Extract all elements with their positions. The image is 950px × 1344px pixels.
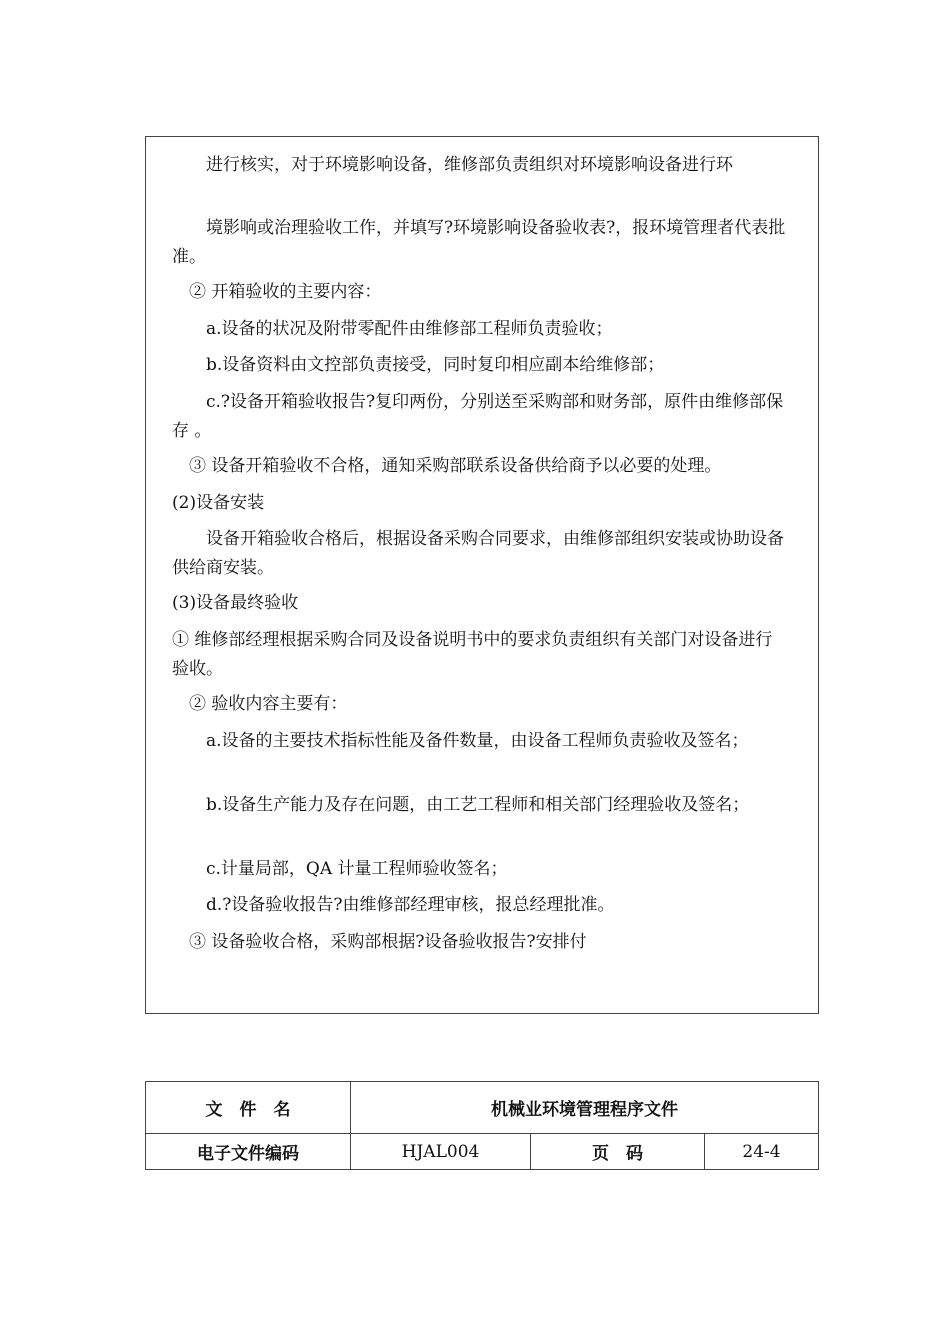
file-name-row <box>146 1082 819 1134</box>
paragraph: ② 开箱验收的主要内容： <box>172 282 382 302</box>
footer-table <box>145 1081 819 1170</box>
paragraph: ① 维修部经理根据采购合同及设备说明书中的要求负责组织有关部门对设备进行验收。 <box>172 630 773 679</box>
paragraph: b.设备生产能力及存在问题，由工艺工程师和相关部门经理验收及签名； <box>172 795 750 815</box>
paragraph: c.?设备开箱验收报告?复印两份，分别送至采购部和财务部，原件由维修部保存 。 <box>172 392 784 441</box>
file-name-label: 文 件 名 <box>146 1082 351 1134</box>
paragraph: a.设备的主要技术指标性能及备件数量，由设备工程师负责验收及签名； <box>172 731 749 751</box>
paragraph: a.设备的状况及附带零配件由维修部工程师负责验收； <box>172 319 613 339</box>
paragraph: c.计量局部，QA 计量工程师验收签名； <box>172 859 508 879</box>
paragraph: b.设备资料由文控部负责接受，同时复印相应副本给维修部； <box>172 355 665 375</box>
code-value: HJAL004 <box>351 1134 531 1170</box>
paragraph: ② 验收内容主要有： <box>172 694 348 714</box>
paragraph: ③ 设备开箱验收不合格，通知采购部联系设备供给商予以必要的处理。 <box>172 456 722 476</box>
file-code-row <box>146 1134 819 1170</box>
page-value: 24-4 <box>705 1134 819 1170</box>
file-name-value: 机械业环境管理程序文件 <box>351 1082 819 1134</box>
page-label: 页 码 <box>531 1134 705 1170</box>
paragraph: ③ 设备验收合格，采购部根据?设备验收报告?安排付 <box>172 932 587 952</box>
paragraph: (3)设备最终验收 <box>172 593 299 613</box>
paragraph: 设备开箱验收合格后，根据设备采购合同要求，由维修部组织安装或协助设备供给商安装。 <box>172 529 784 578</box>
paragraph: d.?设备验收报告?由维修部经理审核，报总经理批准。 <box>172 895 615 915</box>
paragraph: (2)设备安装 <box>172 493 265 513</box>
paragraph: 进行核实，对于环境影响设备，维修部负责组织对环境影响设备进行环 <box>172 155 733 175</box>
paragraph: 境影响或治理验收工作，并填写?环境影响设备验收表?，报环境管理者代表批准。 <box>172 218 786 267</box>
content-box <box>145 136 819 1014</box>
code-label: 电子文件编码 <box>146 1134 351 1170</box>
